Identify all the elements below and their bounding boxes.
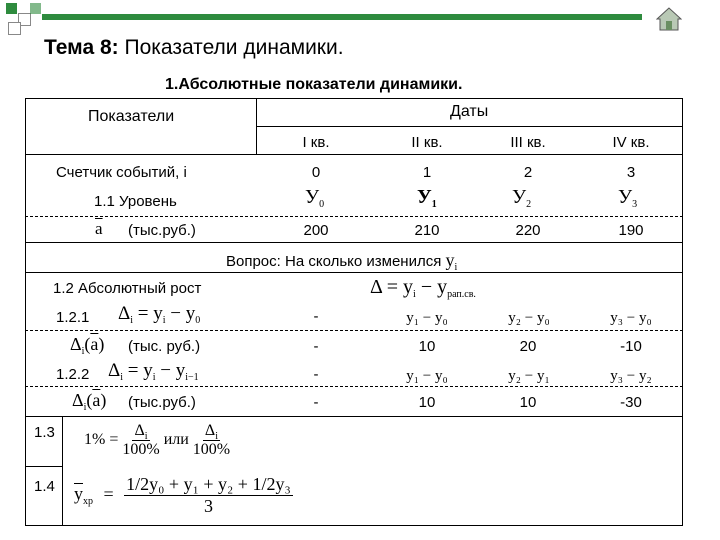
dashed-rule [25,216,683,217]
level-symbol: $У_1$ [417,186,437,210]
quarter-header: II кв. [411,134,443,151]
counter-value: 3 [626,164,636,181]
unit-label: (тыс.руб.) [128,222,196,239]
level-value: 210 [414,222,440,239]
formula-cell: - [313,366,319,383]
corner-square-green-2 [30,3,41,14]
formula-cell: y₂ − y₀ [508,310,550,326]
formula-cell: - [313,308,319,325]
quarter-header: III кв. [510,134,546,151]
level-value: 190 [618,222,644,239]
value-cell: 10 [418,394,436,411]
counter-value: 0 [311,164,321,181]
home-icon[interactable] [656,6,682,32]
level-value: 200 [303,222,329,239]
rule [25,272,683,273]
level-symbol: $У_0$ [305,186,325,210]
chain-growth-symbol: $\Delta_i(\overline{a})$ [72,390,107,413]
base-growth-symbol: $\Delta_i(\overline{a})$ [70,334,105,357]
row-label-121: 1.2.1 [56,309,90,326]
row-label-13: 1.3 [34,424,55,441]
dashed-rule [25,386,683,387]
row-label-14: 1.4 [34,478,55,495]
value-cell: 20 [519,338,537,355]
value-cell: - [313,394,319,411]
base-growth-formula: $\Delta_i = y_i - y_0$ [118,303,201,326]
level-label: 1.1 Уровень [94,193,177,210]
page-title: Тема 8: Показатели динамики. [44,36,344,59]
section-subtitle: 1.Абсолютные показатели динамики. [165,76,463,93]
header-green-line [42,14,642,20]
row-label-divider [62,416,63,526]
quarter-header: I кв. [302,134,330,151]
abs-growth-label: 1.2 Абсолютный рост [53,280,202,297]
formula-cell: y₃ − y₂ [610,368,652,384]
column-header-dates: Даты [450,103,489,120]
question-text: Вопрос: На сколько изменился $y_i$ [226,250,458,273]
slide-top-bar [0,0,720,34]
header-rule [256,126,683,127]
quarter-header: IV кв. [612,134,650,151]
column-header-indicators: Показатели [88,108,175,125]
value-cell: - [313,338,319,355]
level-symbol: $У_3$ [618,186,638,210]
unit-symbol: $\overline{a}$ [95,219,103,238]
value-cell: 10 [519,394,537,411]
chain-growth-formula: $\Delta_i = y_i - y_{i-1}$ [108,360,199,383]
formula-cell: y₃ − y₀ [610,310,652,326]
level-value: 220 [515,222,541,239]
corner-square-green [6,3,17,14]
one-percent-formula: 1% = $\frac{\Delta_i}{100\%}$ или $\frac{\Delta_i}{100\%}$ [84,422,231,458]
abs-growth-formula: $\Delta = y_i - y_{рап.св.}$ [370,276,476,300]
dashed-rule [25,330,683,331]
rule [25,466,62,467]
unit-label: (тыс. руб.) [128,338,201,355]
header-bottom-rule [25,154,683,155]
formula-cell: y₂ − y₁ [508,368,550,384]
average-level-formula: $\overline{y}_{хр}$ = $\frac{\text{1/2y₀ + y₁ + y₂ + 1/2y₃}}{3}$ [74,474,291,516]
counter-label: Счетчик событий, i [56,164,187,181]
row-label-122: 1.2.2 [56,366,90,383]
rule [25,242,683,243]
value-cell: 10 [418,338,436,355]
counter-value: 1 [422,164,432,181]
level-symbol: $У_2$ [512,186,532,210]
formula-cell: y₁ − y₀ [406,310,448,326]
value-cell: -30 [620,394,642,411]
rule [25,416,683,417]
unit-label: (тыс.руб.) [128,394,196,411]
counter-value: 2 [523,164,533,181]
corner-square-outline-2 [8,22,21,35]
formula-cell: y₁ − y₀ [406,368,448,384]
value-cell: -10 [620,338,642,355]
